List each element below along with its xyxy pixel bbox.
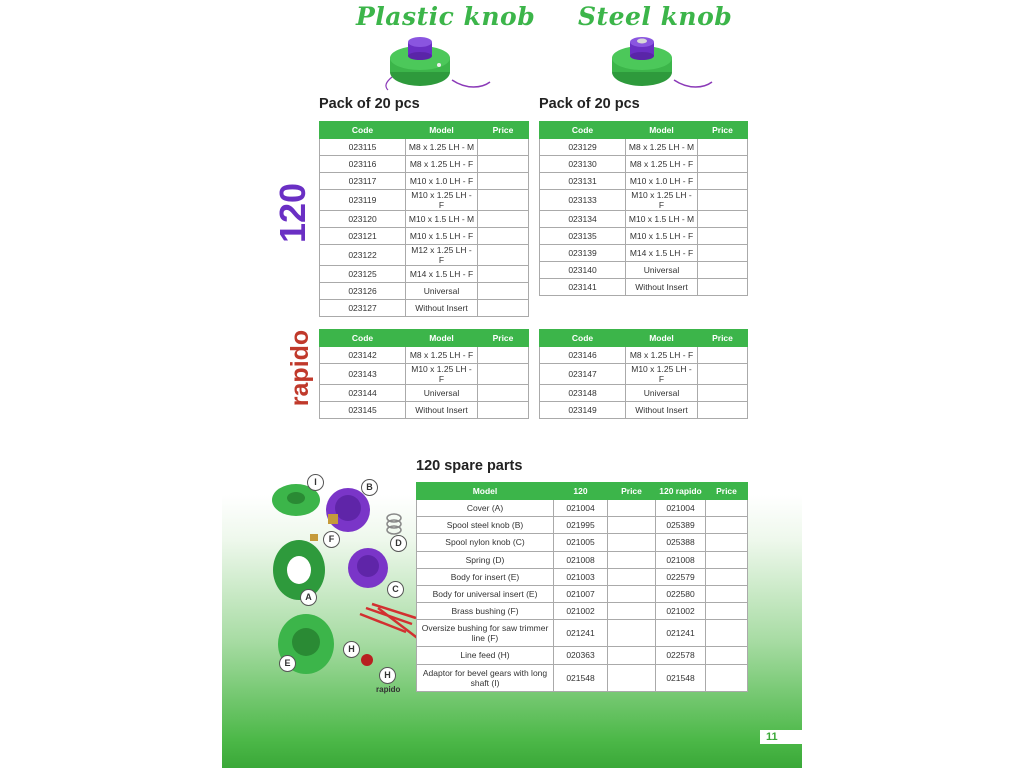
code-120-cell: 021005 [554, 534, 608, 551]
model-cell: M8 x 1.25 LH - F [626, 347, 698, 364]
price-cell [608, 585, 656, 602]
model-cell: M10 x 1.25 LH - F [626, 190, 698, 211]
price-cell [478, 211, 529, 228]
code-cell: 023121 [320, 228, 406, 245]
code-header: Code [320, 330, 406, 347]
code-rapido-cell: 022578 [656, 647, 706, 664]
price-cell [698, 262, 748, 279]
price-cell [478, 283, 529, 300]
code-rapido-cell: 021004 [656, 500, 706, 517]
code-120-cell: 021004 [554, 500, 608, 517]
model-header: Model [626, 122, 698, 139]
callout-h-rapido: H [379, 667, 396, 684]
part-name-cell: Cover (A) [417, 500, 554, 517]
code-rapido-cell: 021008 [656, 551, 706, 568]
model-cell: Universal [626, 385, 698, 402]
price-cell [478, 228, 529, 245]
model-cell: M8 x 1.25 LH - F [626, 156, 698, 173]
table-row [417, 551, 748, 568]
callout-i: I [307, 474, 324, 491]
part-name-cell: Line feed (H) [417, 647, 554, 664]
price-cell [706, 534, 748, 551]
steel-knob-trimmer-head-image [604, 32, 714, 94]
rapido-side-label: rapido [286, 329, 314, 407]
code-cell: 023147 [540, 364, 626, 385]
table-row [417, 603, 748, 620]
part-name-cell: Body for insert (E) [417, 568, 554, 585]
code-cell: 023120 [320, 211, 406, 228]
price-cell [698, 139, 748, 156]
model-cell: M8 x 1.25 LH - M [626, 139, 698, 156]
code-rapido-cell: 021548 [656, 664, 706, 691]
price-cell [478, 173, 529, 190]
price-cell [478, 139, 529, 156]
callout-h: H [343, 641, 360, 658]
code-cell: 023140 [540, 262, 626, 279]
model-cell: Universal [406, 385, 478, 402]
code-rapido-cell: 022580 [656, 585, 706, 602]
model-cell: M8 x 1.25 LH - F [406, 347, 478, 364]
table-row [320, 385, 529, 402]
model-cell: M10 x 1.25 LH - F [406, 364, 478, 385]
price-cell [698, 385, 748, 402]
callout-d: D [390, 535, 407, 552]
code-rapido-cell: 022579 [656, 568, 706, 585]
price-cell [698, 364, 748, 385]
price-cell [706, 620, 748, 647]
table-row [417, 585, 748, 602]
callout-b: B [361, 479, 378, 496]
model-120-side-label: 120 [272, 182, 313, 243]
price-120-header: Price [608, 483, 656, 500]
steel-rapido-table [539, 329, 748, 419]
price-header: Price [478, 122, 529, 139]
table-row [417, 517, 748, 534]
model-cell: M10 x 1.25 LH - F [406, 190, 478, 211]
code-cell: 023116 [320, 156, 406, 173]
table-row [540, 245, 748, 262]
model-cell: Without Insert [406, 402, 478, 419]
table-row [540, 139, 748, 156]
price-cell [478, 156, 529, 173]
price-cell [608, 500, 656, 517]
steel-knob-heading: Steel knob [578, 2, 733, 31]
page-number: 11 [760, 730, 802, 744]
table-row [417, 534, 748, 551]
table-row [320, 173, 529, 190]
table-row [320, 266, 529, 283]
table-row [320, 300, 529, 317]
table-row [320, 139, 529, 156]
code-120-cell: 020363 [554, 647, 608, 664]
spare-parts-title: 120 spare parts [416, 458, 523, 474]
price-cell [478, 245, 529, 266]
model-cell: Universal [406, 283, 478, 300]
table-row [540, 211, 748, 228]
price-cell [478, 385, 529, 402]
table-row [417, 620, 748, 647]
model-cell: M14 x 1.5 LH - F [406, 266, 478, 283]
table-row [417, 500, 748, 517]
code-cell: 023119 [320, 190, 406, 211]
price-cell [698, 211, 748, 228]
price-cell [706, 517, 748, 534]
table-row [540, 262, 748, 279]
callout-a: A [300, 589, 317, 606]
plastic-pack-title: Pack of 20 pcs [319, 96, 420, 112]
catalog-page [222, 0, 802, 768]
code-cell: 023125 [320, 266, 406, 283]
model-cell: M10 x 1.5 LH - M [626, 211, 698, 228]
code-cell: 023141 [540, 279, 626, 296]
code-120-cell: 021548 [554, 664, 608, 691]
plastic-rapido-table [319, 329, 529, 419]
code-cell: 023148 [540, 385, 626, 402]
code-cell: 023131 [540, 173, 626, 190]
table-row [540, 364, 748, 385]
table-row [320, 190, 529, 211]
model-cell: M14 x 1.5 LH - F [626, 245, 698, 262]
price-cell [698, 347, 748, 364]
code-cell: 023145 [320, 402, 406, 419]
code-rapido-cell: 021002 [656, 603, 706, 620]
code-rapido-cell: 021241 [656, 620, 706, 647]
price-cell [698, 279, 748, 296]
table-row [320, 283, 529, 300]
model-cell: M10 x 1.5 LH - F [626, 228, 698, 245]
price-cell [478, 364, 529, 385]
code-120-cell: 021003 [554, 568, 608, 585]
plastic-knob-trimmer-head-image [382, 32, 492, 94]
model-cell: M8 x 1.25 LH - F [406, 156, 478, 173]
model-cell: Without Insert [626, 279, 698, 296]
code-rapido-header: 120 rapido [656, 483, 706, 500]
price-cell [706, 568, 748, 585]
part-name-cell: Brass bushing (F) [417, 603, 554, 620]
steel-120-table [539, 121, 748, 296]
code-120-cell: 021002 [554, 603, 608, 620]
table-row [540, 279, 748, 296]
table-row [320, 402, 529, 419]
code-cell: 023129 [540, 139, 626, 156]
price-cell [608, 517, 656, 534]
model-header: Model [406, 330, 478, 347]
table-row [540, 402, 748, 419]
price-header: Price [698, 122, 748, 139]
code-header: Code [320, 122, 406, 139]
model-cell: M10 x 1.5 LH - M [406, 211, 478, 228]
price-cell [608, 551, 656, 568]
model-cell: M8 x 1.25 LH - M [406, 139, 478, 156]
code-cell: 023144 [320, 385, 406, 402]
price-cell [698, 245, 748, 262]
price-header: Price [478, 330, 529, 347]
callout-e: E [279, 655, 296, 672]
code-header: Code [540, 330, 626, 347]
code-cell: 023134 [540, 211, 626, 228]
model-header: Model [417, 483, 554, 500]
code-cell: 023130 [540, 156, 626, 173]
table-row [320, 228, 529, 245]
code-cell: 023115 [320, 139, 406, 156]
code-header: Code [540, 122, 626, 139]
model-cell: M10 x 1.0 LH - F [406, 173, 478, 190]
model-cell: M10 x 1.25 LH - F [626, 364, 698, 385]
price-cell [608, 568, 656, 585]
code-cell: 023126 [320, 283, 406, 300]
model-cell: Without Insert [626, 402, 698, 419]
table-row [320, 245, 529, 266]
code-cell: 023149 [540, 402, 626, 419]
code-cell: 023127 [320, 300, 406, 317]
part-name-cell: Body for universal insert (E) [417, 585, 554, 602]
price-rapido-header: Price [706, 483, 748, 500]
price-cell [698, 402, 748, 419]
table-row [540, 228, 748, 245]
code-cell: 023139 [540, 245, 626, 262]
code-rapido-cell: 025388 [656, 534, 706, 551]
table-row [540, 385, 748, 402]
table-row [540, 347, 748, 364]
price-cell [698, 156, 748, 173]
table-row [417, 647, 748, 664]
price-cell [478, 347, 529, 364]
price-cell [478, 190, 529, 211]
table-row [320, 364, 529, 385]
price-cell [706, 585, 748, 602]
table-row [417, 568, 748, 585]
price-header: Price [698, 330, 748, 347]
table-row [540, 156, 748, 173]
table-row [417, 664, 748, 691]
code-cell: 023143 [320, 364, 406, 385]
price-cell [608, 620, 656, 647]
price-cell [698, 173, 748, 190]
model-cell: M10 x 1.5 LH - F [406, 228, 478, 245]
code-cell: 023135 [540, 228, 626, 245]
plastic-120-table [319, 121, 529, 317]
part-name-cell: Spool nylon knob (C) [417, 534, 554, 551]
code-120-cell: 021995 [554, 517, 608, 534]
table-row [540, 173, 748, 190]
model-cell: Without Insert [406, 300, 478, 317]
part-name-cell: Oversize bushing for saw trimmer line (F) [417, 620, 554, 647]
table-row [320, 347, 529, 364]
code-cell: 023146 [540, 347, 626, 364]
price-cell [608, 603, 656, 620]
model-cell: M12 x 1.25 LH - F [406, 245, 478, 266]
table-row [540, 190, 748, 211]
code-cell: 023122 [320, 245, 406, 266]
table-row [320, 211, 529, 228]
code-rapido-cell: 025389 [656, 517, 706, 534]
model-cell: M10 x 1.0 LH - F [626, 173, 698, 190]
code-120-header: 120 [554, 483, 608, 500]
price-cell [478, 402, 529, 419]
price-cell [706, 603, 748, 620]
price-cell [608, 664, 656, 691]
code-120-cell: 021008 [554, 551, 608, 568]
spare-parts-table [416, 482, 748, 692]
callout-c: C [387, 581, 404, 598]
part-name-cell: Spool steel knob (B) [417, 517, 554, 534]
model-header: Model [406, 122, 478, 139]
code-120-cell: 021007 [554, 585, 608, 602]
model-cell: Universal [626, 262, 698, 279]
table-row [320, 156, 529, 173]
part-name-cell: Adaptor for bevel gears with long shaft (I) [417, 664, 554, 691]
part-name-cell: Spring (D) [417, 551, 554, 568]
price-cell [706, 664, 748, 691]
steel-pack-title: Pack of 20 pcs [539, 96, 640, 112]
price-cell [698, 190, 748, 211]
price-cell [706, 500, 748, 517]
price-cell [478, 266, 529, 283]
price-cell [706, 551, 748, 568]
code-cell: 023142 [320, 347, 406, 364]
plastic-knob-heading: Plastic knob [356, 2, 536, 31]
price-cell [478, 300, 529, 317]
code-120-cell: 021241 [554, 620, 608, 647]
price-cell [706, 647, 748, 664]
model-header: Model [626, 330, 698, 347]
rapido-small-label: rapido [376, 685, 401, 694]
code-cell: 023133 [540, 190, 626, 211]
code-cell: 023117 [320, 173, 406, 190]
price-cell [608, 534, 656, 551]
callout-f: F [323, 531, 340, 548]
price-cell [608, 647, 656, 664]
price-cell [698, 228, 748, 245]
